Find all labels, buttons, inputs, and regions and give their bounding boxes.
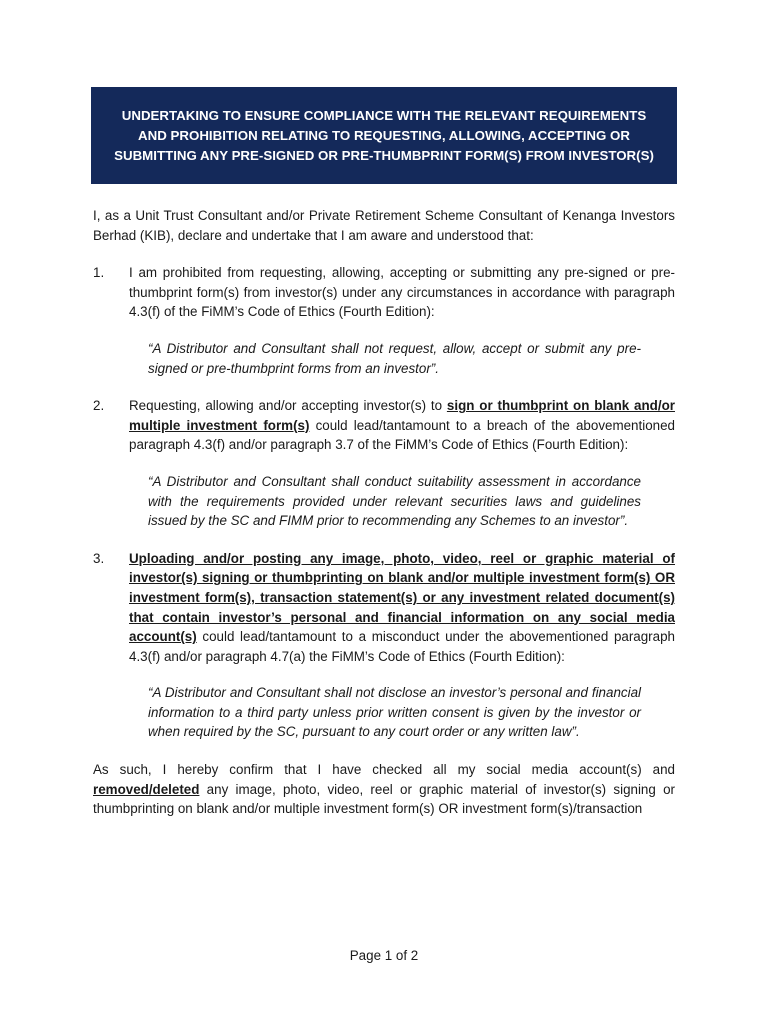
item-body [129,549,675,742]
title-line-3: SUBMITTING ANY PRE-SIGNED OR PRE-THUMBPRINT FORM(S) FROM INVESTOR(S) [114,147,654,163]
document-title [114,106,654,166]
item-text-tail: could lead/tantamount to a breach of the abovementioned paragraph 4.3(f) and/or paragraph 3.7 of the FiMM’s Code of Ethics (Fourth Edition): [129,417,675,453]
item-number: 1. [93,265,105,281]
list-item-2 [93,396,675,531]
closing-tail: any image, photo, video, reel or graphic material of investor(s) signing or thumbprinting on blank and/or multiple investment form(s) OR investment form(s)/transaction [93,781,675,817]
code-quote: “A Distributor and Consultant shall conduct suitability assessment in accordance with the requirements provided under relevant securities laws and guidelines issued by the SC and FIMM prior to recommending any Schemes to an investor”. [148,473,641,529]
page-number: Page 1 of 2 [349,948,419,963]
intro-paragraph: I, as a Unit Trust Consultant and/or Private Retirement Scheme Consultant of Kenanga Investors Berhad (KIB), declare and undertake that I am aware and understood that: [93,208,675,243]
item-text-tail: could lead/tantamount to a misconduct under the abovementioned paragraph 4.3(f) and/or paragraph 4.7(a) the FiMM’s Code of Ethics (Fourth Edition): [129,629,675,664]
item-text [129,396,675,455]
item-body [129,396,675,531]
document-body [93,206,675,819]
item-text: I am prohibited from requesting, allowing, accepting or submitting any pre-signed or pre-thumbprint form(s) from investor(s) under any circumstances in accordance with paragraph 4.3(f) of the FiMM’s Code of Ethics (Fourth Edition): [129,265,675,320]
item-text-lead: Requesting, allowing and/or accepting investor(s) to [129,398,447,414]
emphasized-text: sign or thumbprint on blank and/or multiple investment form(s) [129,398,675,433]
closing-lead: As such, I hereby confirm that I have checked all my social media account(s) and [93,762,675,778]
list-item-1 [93,263,675,378]
item-number: 3. [93,550,105,566]
emphasized-text: Uploading and/or posting any image, photo, video, reel or graphic material of investor(s) signing or thumbprinting on blank and/or multiple investment form(s) OR investment form(s), transaction statement(s) or any investment related document(s) that contain investor’s personal and financial information on any social media account(s) [129,550,675,645]
closing-paragraph [93,760,675,819]
item-number: 2. [93,398,105,414]
item-text [129,549,675,667]
title-banner [91,87,677,184]
list-item-3 [93,549,675,742]
title-line-2: AND PROHIBITION RELATING TO REQUESTING, ALLOWING, ACCEPTING OR [138,127,630,143]
code-quote: “A Distributor and Consultant shall not disclose an investor’s personal and financial information to a third party unless prior written consent is given by the investor or when required by the SC, pursuant to any court order or any written law”. [148,685,641,740]
code-quote: “A Distributor and Consultant shall not request, allow, accept or submit any pre-signed or pre-thumbprint forms from an investor”. [148,340,641,376]
emphasized-text: removed/deleted [93,781,200,797]
title-line-1: UNDERTAKING TO ENSURE COMPLIANCE WITH THE RELEVANT REQUIREMENTS [121,107,647,123]
item-body [129,263,675,378]
